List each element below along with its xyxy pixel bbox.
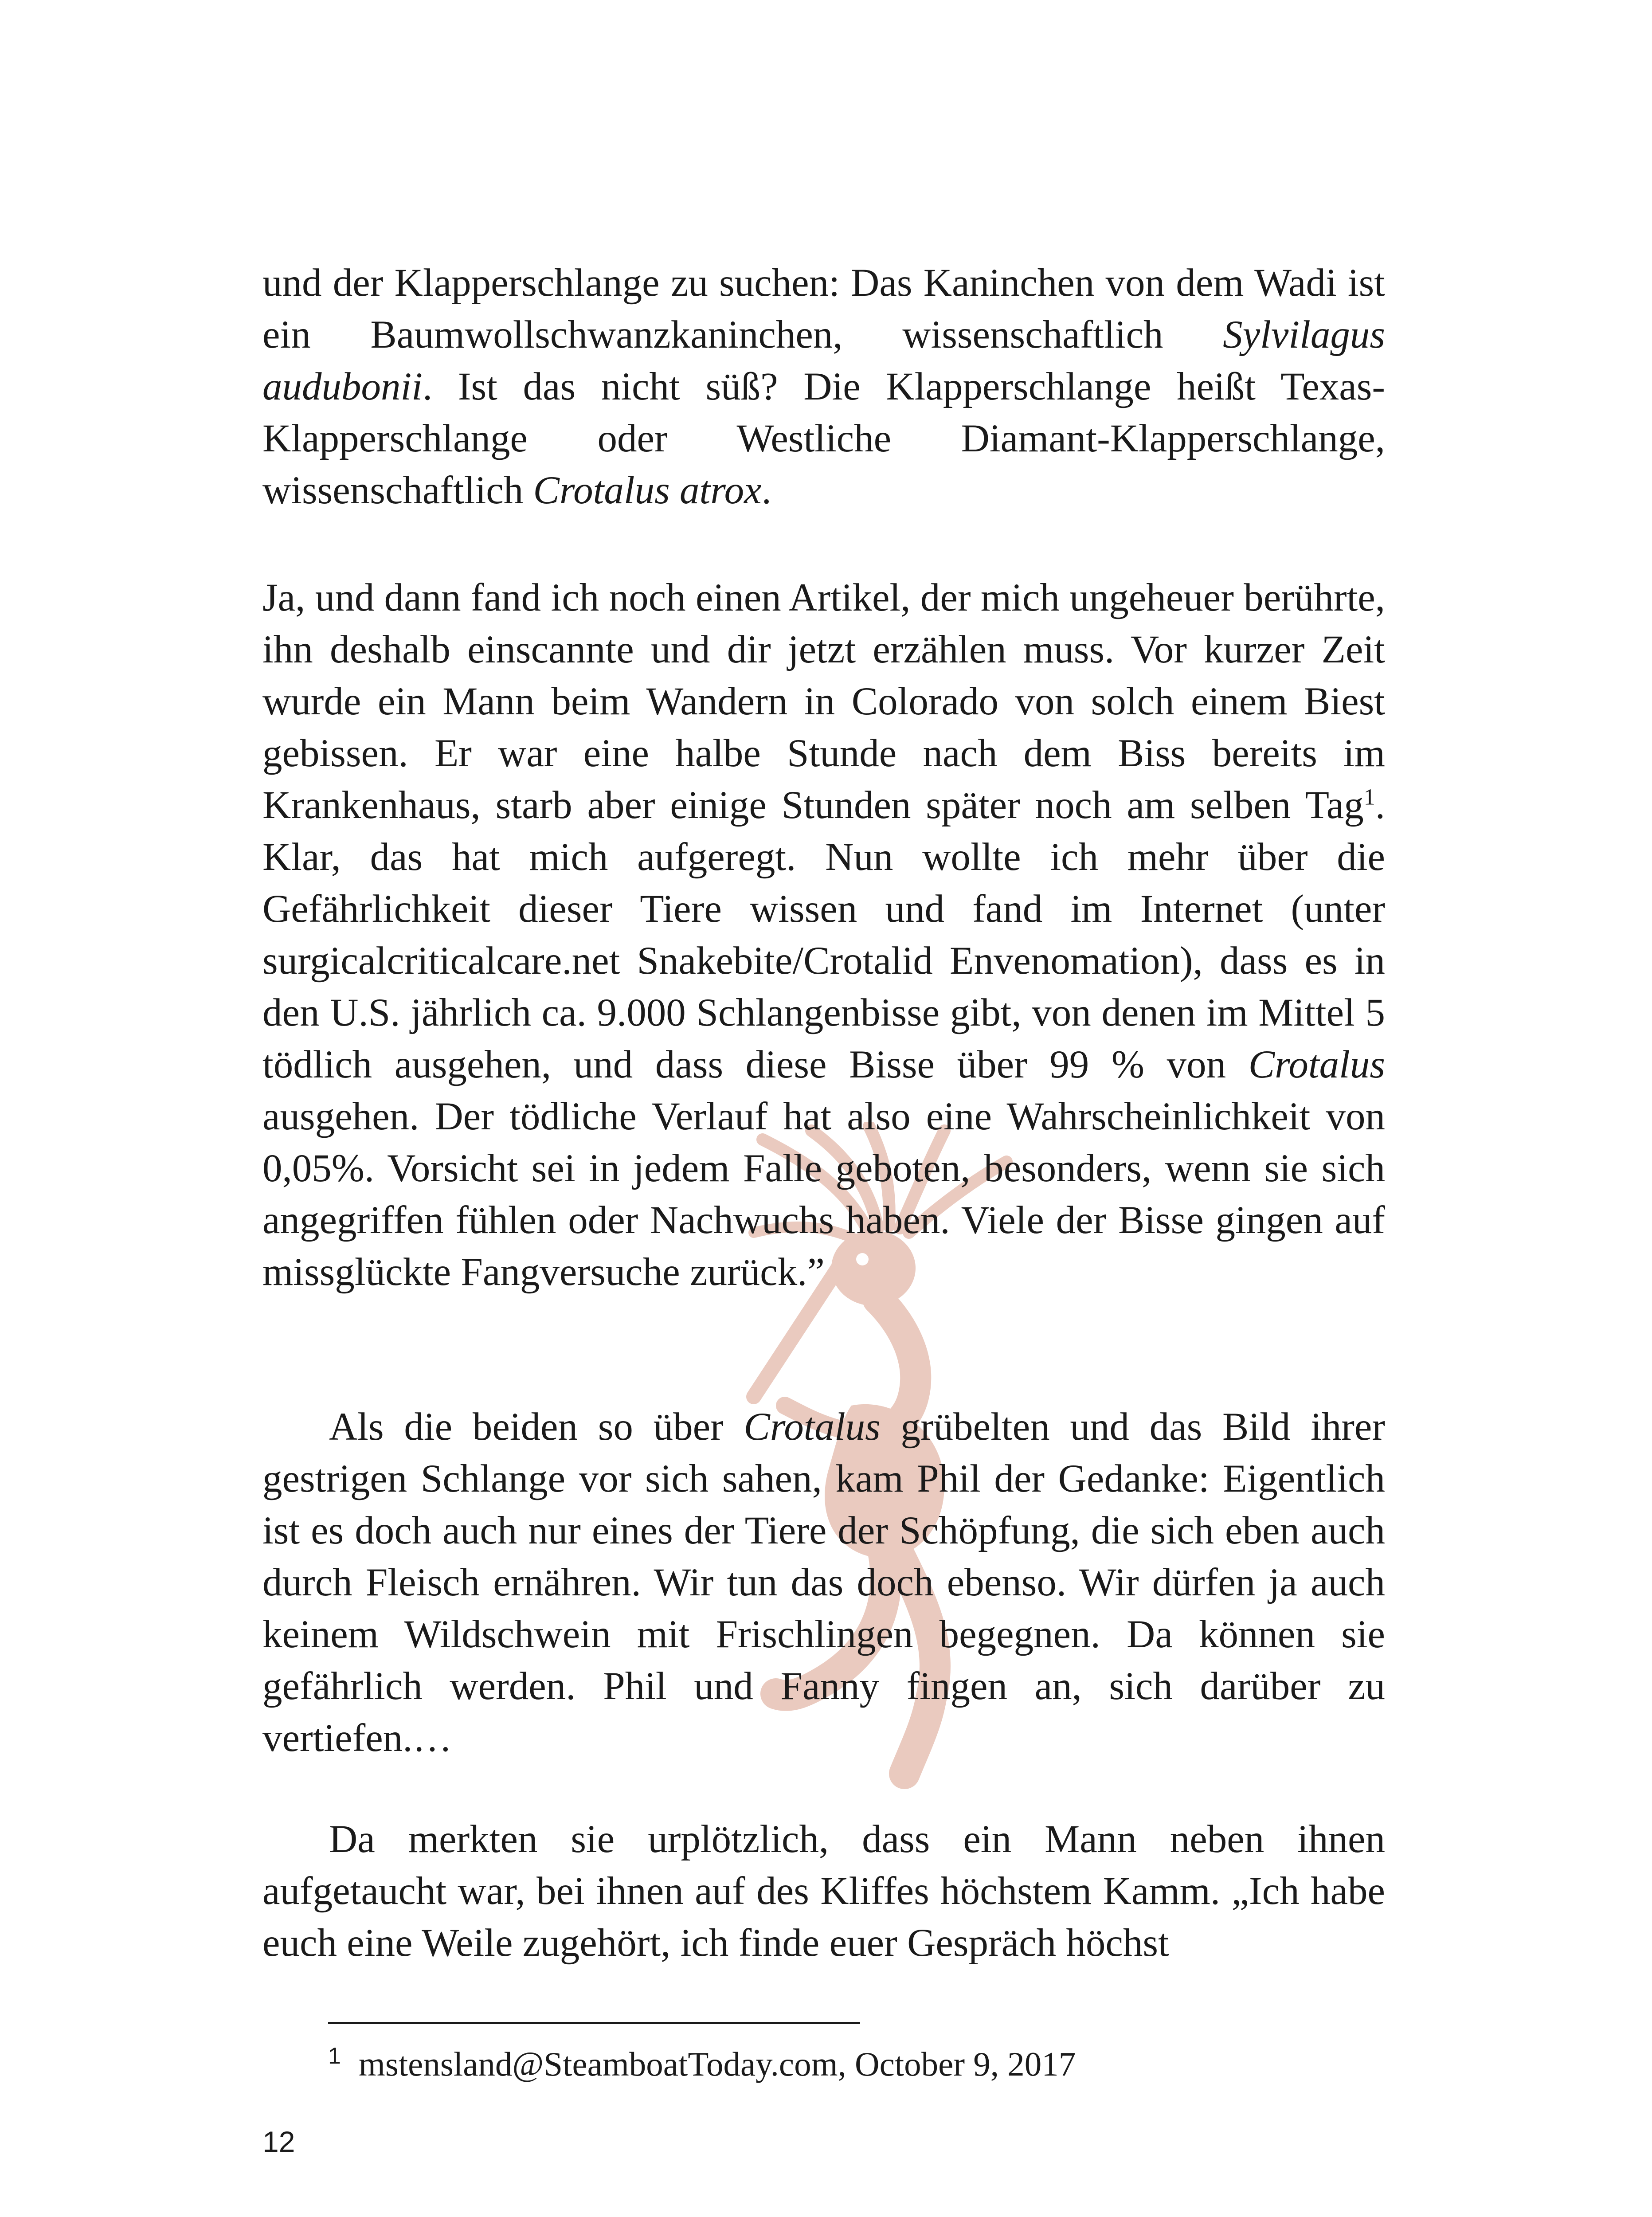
- footnote: [328, 2042, 1076, 2086]
- genus-name: Crotalus: [1248, 1043, 1385, 1086]
- paragraph-text: . Ist das nicht süß? Die Klapperschlange heißt Texas-Klapperschlange oder Westliche Diamant-Klapperschlange, wissenschaftlich: [262, 365, 1385, 512]
- paragraph-1: [262, 257, 1385, 517]
- footnote-reference: 1: [1363, 784, 1375, 810]
- footnote-divider: [328, 2022, 860, 2024]
- paragraph-4: [262, 1814, 1385, 1969]
- page-number: 12: [262, 2125, 295, 2158]
- paragraph-text: Ja, und dann fand ich noch einen Artikel, der mich ungeheuer berührte, ihn deshalb einscannte und dir jetzt erzählen muss. Vor kurzer Zeit wurde ein Mann beim Wandern in Colorado von solch einem Biest gebissen. Er war eine halbe Stunde nach dem Biss bereits im Krankenhaus, starb aber einige Stunden später noch am selben Tag: [262, 576, 1385, 827]
- footnote-mark: 1: [328, 2043, 341, 2069]
- paragraph-text: . Klar, das hat mich aufgeregt. Nun wollte ich mehr über die Gefährlichkeit dieser Tiere wissen und fand im Internet (unter surgicalcriticalcare.net Snakebite/Crotalid Envenomation), dass es in den U.S. jährlich ca. 9.000 Schlangenbisse gibt, von denen im Mittel 5 tödlich ausgehen, und dass diese Bisse über 99 % von: [262, 783, 1385, 1086]
- footnote-text: mstensland@SteamboatToday.com, October 9, 2017: [358, 2045, 1076, 2083]
- species-name: Sylvilagus audubonii: [262, 313, 1385, 408]
- paragraph-text: Als die beiden so über: [329, 1405, 744, 1449]
- paragraph-text: Da merkten sie urplötzlich, dass ein Mann neben ihnen aufgetaucht war, bei ihnen auf des Kliffes höchstem Kamm. „Ich habe euch eine Weile zugehört, ich finde euer Gespräch höchst: [262, 1817, 1385, 1965]
- paragraph-3: [262, 1401, 1385, 1764]
- paragraph-text: und der Klapperschlange zu suchen: Das Kaninchen von dem Wadi ist ein Baumwollschwanzkaninchen, wissenschaftlich: [262, 261, 1385, 356]
- paragraph-2: [262, 572, 1385, 1298]
- paragraph-text: .: [761, 469, 771, 512]
- species-name: Crotalus atrox: [533, 469, 762, 512]
- paragraph-text: ausgehen. Der tödliche Verlauf hat also eine Wahrscheinlichkeit von 0,05%. Vorsicht sei in jedem Falle geboten, besonders, wenn sie sich angegriffen fühlen oder Nachwuchs haben. Viele der Bisse gingen auf missglückte Fangversuche zurück.”: [262, 1095, 1385, 1294]
- genus-name: Crotalus: [744, 1405, 881, 1449]
- paragraph-text: grübelten und das Bild ihrer gestrigen Schlange vor sich sahen, kam Phil der Gedanke: Eigentlich ist es doch auch nur eines der Tiere der Schöpfung, die sich eben auch durch Fleisch ernähren. Wir tun das doch ebenso. Wir dürfen ja auch keinem Wildschwein mit Frischlingen begegnen. Da können sie gefährlich werden. Phil und Fanny fingen an, sich darüber zu vertiefen.…: [262, 1405, 1386, 1760]
